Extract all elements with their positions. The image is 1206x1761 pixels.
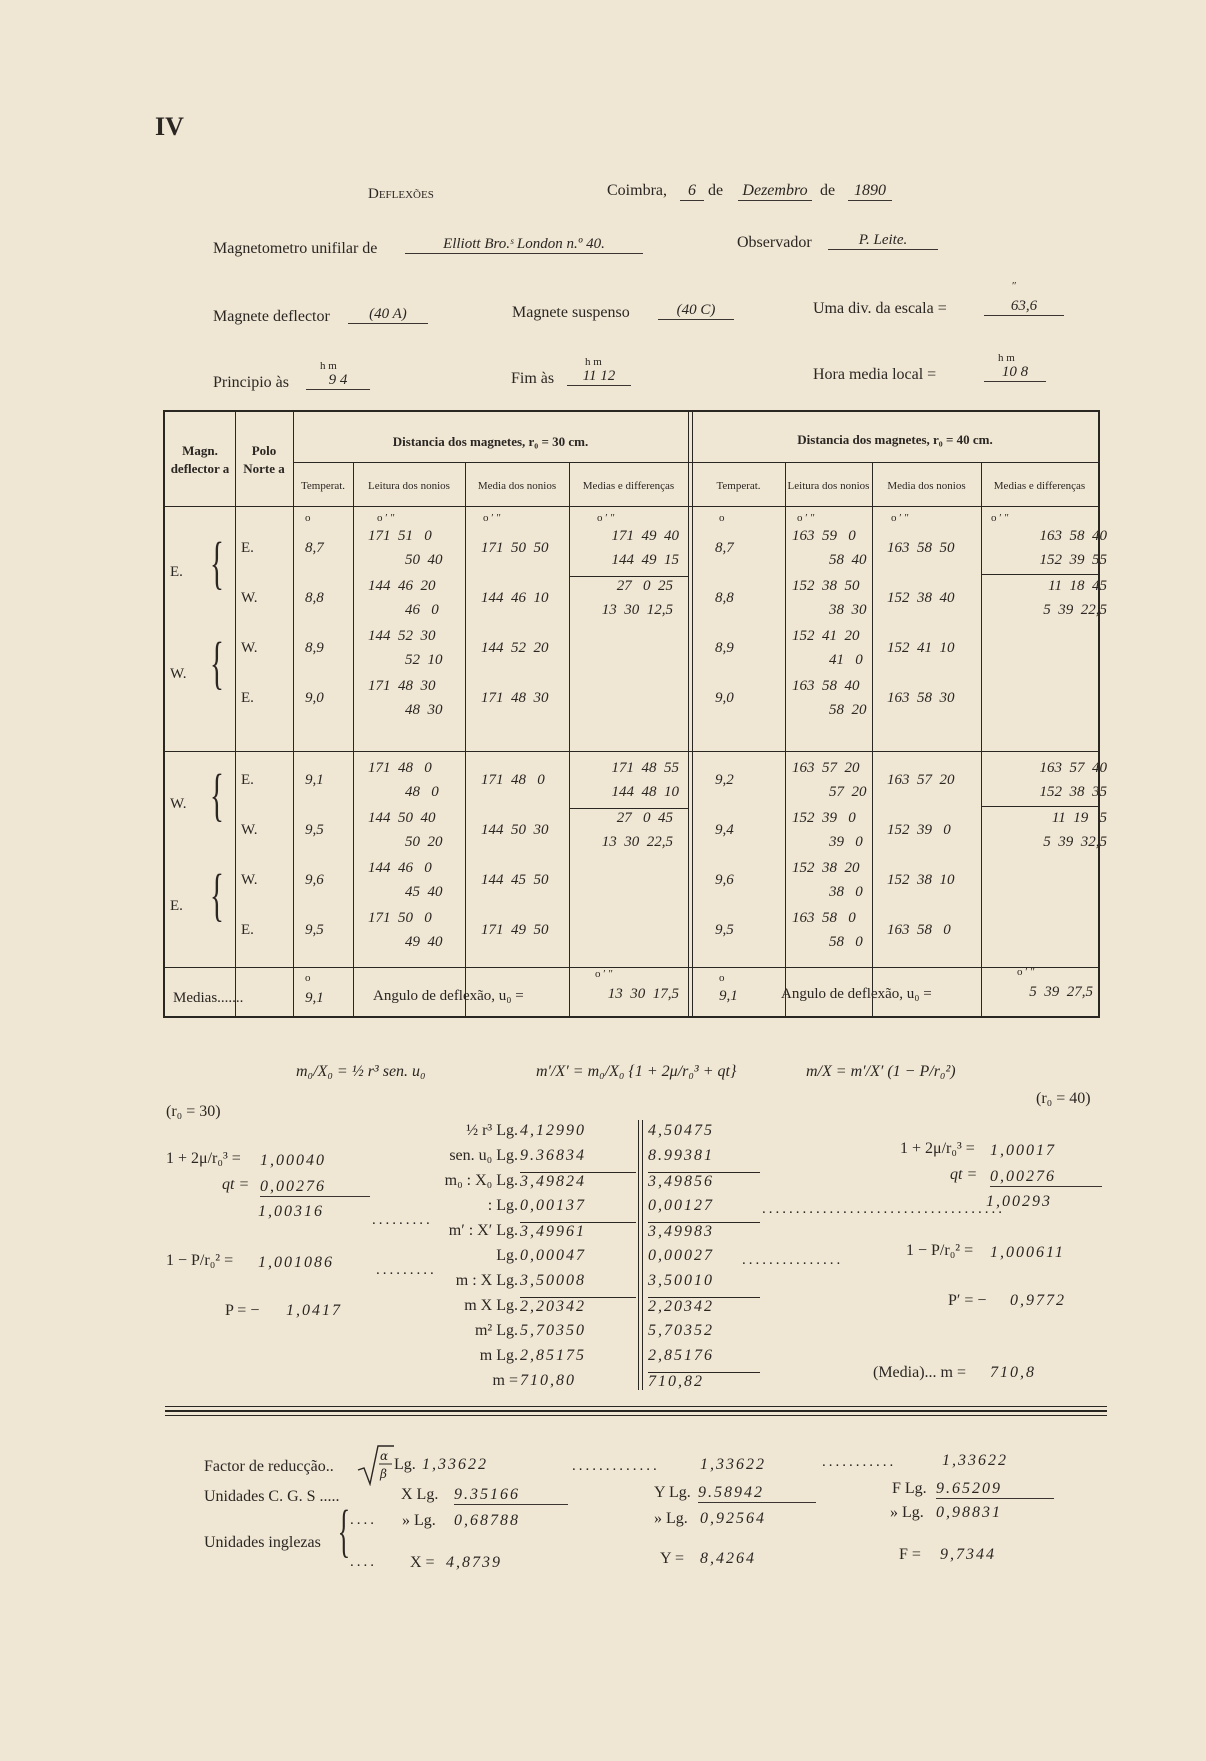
left-a-label: 1 + 2μ/r₀³ =: [166, 1150, 241, 1167]
deflector-value: (40 A): [348, 306, 428, 324]
calc-row-v40: 0,00127: [648, 1197, 714, 1214]
y-eq-label: Y =: [660, 1550, 684, 1567]
subheader-30-0: Temperat.: [300, 480, 346, 492]
leitura-30-b: 52 10: [405, 652, 443, 668]
magnetometro-label: Magnetometro unifilar de: [213, 240, 378, 257]
observador-value: P. Leite.: [828, 232, 938, 250]
temp-40: 9,5: [715, 922, 734, 938]
outer-label: E.: [170, 564, 183, 580]
escala-label: Uma div. da escala =: [813, 300, 947, 317]
right-qt-label: qt =: [950, 1166, 978, 1183]
leitura-40-b: 58 40: [829, 552, 867, 568]
polo-value: E.: [241, 540, 254, 556]
f-lg-value: 9.65209: [936, 1480, 1054, 1499]
diff-40: 152 38 35: [1039, 784, 1107, 800]
calc-row-label: ½ r³ Lg.: [466, 1122, 518, 1139]
suspenso-label: Magnete suspenso: [512, 304, 630, 321]
medias-t30: 9,1: [305, 990, 324, 1006]
angulo-value-30: 13 30 17,5: [607, 986, 679, 1002]
calc-row-v40: 8.99381: [648, 1147, 714, 1164]
calc-row-v30: 3,50008: [520, 1272, 586, 1289]
sqrt-alpha-beta-icon: [356, 1442, 394, 1486]
unit-medias-30: o: [305, 972, 311, 984]
unit-angulo-30: o ′ ″: [595, 968, 613, 980]
diff-40: 5 39 22,5: [1043, 602, 1107, 618]
subheader-30-3: Medias e differenças: [582, 480, 675, 492]
calc-row-v40: 5,70352: [648, 1322, 714, 1339]
section-title: Deflexões: [368, 186, 434, 202]
calc-row-v30: 9.36834: [520, 1147, 586, 1164]
calc-row-label: m Lg.: [479, 1347, 518, 1364]
calc-row-v40: 3,50010: [648, 1272, 714, 1289]
media-30: 171 49 50: [481, 922, 549, 938]
leitura-30-b: 48 30: [405, 702, 443, 718]
leitura-30-a: 144 52 30: [368, 628, 436, 644]
leitura-40-a: 152 38 20: [792, 860, 860, 876]
leitura-40-a: 163 59 0: [792, 528, 856, 544]
right-P-value: 0,9772: [1010, 1292, 1066, 1309]
calc-row-v30: 2,85175: [520, 1347, 586, 1364]
principio-value: 9 4: [306, 372, 370, 390]
principio-hm: h m: [320, 360, 337, 372]
calc-row-v30: 710,80: [520, 1372, 576, 1389]
leitura-40-a: 152 41 20: [792, 628, 860, 644]
leitura-40-b: 39 0: [829, 834, 863, 850]
media-40: 152 38 10: [887, 872, 955, 888]
col-polo-header: Polo Norte a: [243, 443, 285, 476]
polo-value: W.: [241, 590, 258, 606]
leitura-40-b: 38 30: [829, 602, 867, 618]
leitura-40-a: 163 58 0: [792, 910, 856, 926]
observador-label: Observador: [737, 234, 812, 251]
f-lg2-value: 0,98831: [936, 1504, 1002, 1521]
date-de-2: de: [820, 182, 836, 199]
leitura-40-b: 38 0: [829, 884, 863, 900]
calc-row-v40: 2,85176: [648, 1347, 714, 1364]
media-value: 710,8: [990, 1364, 1036, 1381]
unit-m30: o ′ ″: [483, 512, 501, 524]
media-40: 163 58 30: [887, 690, 955, 706]
x-lg2-label: » Lg.: [402, 1512, 436, 1529]
leitura-30-b: 50 40: [405, 552, 443, 568]
calc-row-label: m′ : X′ Lg.: [448, 1222, 518, 1239]
leitura-30-b: 50 20: [405, 834, 443, 850]
medias-t40: 9,1: [719, 988, 738, 1004]
media-30: 144 50 30: [481, 822, 549, 838]
fim-value: 11 12: [567, 368, 631, 386]
escala-unit: ″: [1012, 280, 1017, 292]
factor-v1: 1,33622: [422, 1456, 488, 1473]
date-year: 1890: [848, 182, 892, 201]
y-eq-value: 8,4264: [700, 1550, 756, 1567]
media-40: 163 58 50: [887, 540, 955, 556]
r40-label: (r₀ = 40): [1036, 1090, 1091, 1107]
media-30: 171 48 0: [481, 772, 545, 788]
media-40: 152 39 0: [887, 822, 951, 838]
calc-row-label: : Lg.: [487, 1197, 518, 1214]
r30-label: (r₀ = 30): [166, 1103, 221, 1120]
right-sum-value: 1,00293: [986, 1193, 1052, 1210]
calc-row-label: m² Lg.: [474, 1322, 518, 1339]
diff-40: 5 39 32,5: [1043, 834, 1107, 850]
factor-label: Factor de reducção..: [204, 1458, 334, 1475]
diff-40: 152 39 55: [1039, 552, 1107, 568]
temp-30: 9,1: [305, 772, 324, 788]
fim-hm: h m: [585, 356, 602, 368]
temp-30: 9,5: [305, 922, 324, 938]
leitura-40-b: 41 0: [829, 652, 863, 668]
diff-30: 171 49 40: [611, 528, 679, 544]
leitura-40-a: 152 38 50: [792, 578, 860, 594]
temp-30: 8,7: [305, 540, 324, 556]
subheader-40-2: Media dos nonios: [887, 480, 966, 492]
leitura-30-a: 144 46 0: [368, 860, 432, 876]
right-P-label: P′ = −: [948, 1292, 987, 1309]
subheader-40-3: Medias e differenças: [993, 480, 1086, 492]
calc-row-v40: 710,82: [648, 1372, 760, 1391]
calc-row-v30: 0,00047: [520, 1247, 586, 1264]
polo-value: W.: [241, 640, 258, 656]
outer-label: E.: [170, 898, 183, 914]
f-lg-label: F Lg.: [892, 1480, 927, 1497]
left-p-value: 1,001086: [258, 1254, 334, 1271]
leitura-40-a: 163 57 20: [792, 760, 860, 776]
unit-d30: o ′ ″: [597, 512, 615, 524]
x-eq-label: X =: [410, 1554, 435, 1571]
outer-label: W.: [170, 796, 187, 812]
fim-label: Fim às: [511, 370, 555, 387]
factor-lg: Lg.: [394, 1456, 416, 1473]
temp-30: 8,8: [305, 590, 324, 606]
subheader-30-1: Leitura dos nonios: [368, 480, 450, 492]
temp-30: 9,0: [305, 690, 324, 706]
media-40: 152 41 10: [887, 640, 955, 656]
left-sum-value: 1,00316: [258, 1203, 324, 1220]
media-30: 144 46 10: [481, 590, 549, 606]
temp-40: 9,2: [715, 772, 734, 788]
diff-40: 11 18 45: [1048, 578, 1107, 594]
unit-d40: o ′ ″: [991, 512, 1009, 524]
formula-2: m′/X′ = m₀/X₀ {1 + 2μ/r₀³ + qt}: [536, 1063, 737, 1080]
leitura-30-a: 171 48 0: [368, 760, 432, 776]
y-lg-label: Y Lg.: [654, 1484, 691, 1501]
diff-30: 27 0 45: [616, 810, 673, 826]
right-a-label: 1 + 2μ/r₀³ =: [900, 1140, 975, 1157]
diff-30: 13 30 12,5: [601, 602, 673, 618]
right-qt-value: 0,00276: [990, 1168, 1102, 1187]
principio-label: Principio às: [213, 374, 289, 391]
media-30: 144 52 20: [481, 640, 549, 656]
calc-row-v30: 2,20342: [520, 1297, 636, 1316]
factor-v3: 1,33622: [942, 1452, 1008, 1469]
group40-header: Distancia dos magnetes, r₀ = 40 cm.: [797, 432, 993, 447]
temp-40: 9,6: [715, 872, 734, 888]
angulo-value-40: 5 39 27,5: [1029, 984, 1093, 1000]
media-40: 163 58 0: [887, 922, 951, 938]
unit-medias-40: o: [719, 972, 725, 984]
hora-hm: h m: [998, 352, 1015, 364]
angulo-label-30: Angulo de deflexão, u₀ =: [373, 988, 524, 1004]
factor-v2: 1,33622: [700, 1456, 766, 1473]
f-lg2-label: » Lg.: [890, 1504, 924, 1521]
left-qt-label: qt =: [222, 1176, 250, 1193]
calc-row-label: m : X Lg.: [455, 1272, 518, 1289]
temp-40: 8,9: [715, 640, 734, 656]
subheader-30-2: Media dos nonios: [477, 480, 557, 492]
unit-t40: o: [719, 512, 725, 524]
unit-angulo-40: o ′ ″: [1017, 966, 1035, 978]
temp-40: 9,0: [715, 690, 734, 706]
formula-3: m/X = m′/X′ (1 − P/r₀²): [806, 1063, 956, 1080]
temp-40: 8,7: [715, 540, 734, 556]
leitura-30-a: 144 50 40: [368, 810, 436, 826]
leitura-40-b: 58 20: [829, 702, 867, 718]
hora-value: 10 8: [984, 364, 1046, 382]
calc-row-label: m₀ : X₀ Lg.: [444, 1172, 518, 1189]
media-40: 163 57 20: [887, 772, 955, 788]
deflexoes-table: Magn. deflector a Polo Norte a Distancia dos magnetes, r₀ = 30 cm. Distancia dos magnetes, r₀ = 40 cm. Temperat. Temperat. Leitura dos nonios Leitura dos nonios Media dos nonios Media dos nonios Medias e differenças Medias e differenças o o ′ ″ o ′ ″ o ′ ″ o o ′ ″ o ′ ″ o ′ ″ E. W. E. 8,7 171 51 0 50 40 171 50 50 8,7 163 59 0 58 40 163 58 50 W. 8,8 144 46 20 46 0 144 46 10 8,8 152 38 50 38 30 152 38 40 W. 8,9 144 52 30 52 10 144 52 20 8,9 152 41 20 41 0 152 41 10 E. 9,0 171 48 30 48 30 171 48 30 9,0 163 58 40 58 20 163 58 30 { { 171 49 40 144 49 15 27 0 25 13 30 12,5 163 58 40 152 39 55 11 18 45 5 39 22,5 W. E. E. 9,1 171 48 0 48 0 171 48 0 9,2 163 57 20 57 20 163 57 20 W. 9,5 144 50 40 50 20 144 50 30 9,4 152 39 0 39 0 152 39 0 W. 9,6 144 46 0 45 40 144 45 50 9,6 152 38 20 38 0 152 38 10 E. 9,5 171 50 0 49 40 171 49 50 9,5 163 58 0 58 0 163 58 0 { { 171 48 55 144 48 10 27 0 45 13 30 22,5 163 57 40 152 38 35 11 19 5 5 39 32,5 Medias....... o 9,1 Angulo de deflexão, u₀ = o ′ ″ 13 30 17,5 o 9,1 Angulo de deflexão, u₀ = o ′ ″ 5 39 27,5: [163, 410, 1100, 1018]
col-magn-header: Magn. deflector a: [170, 443, 230, 476]
magnetometro-value: Elliott Bro.ˢ London n.º 40.: [405, 236, 643, 254]
calc-row-v30: 5,70350: [520, 1322, 586, 1339]
calc-row-v30: 3,49824: [520, 1172, 636, 1191]
diff-30: 144 49 15: [611, 552, 679, 568]
polo-value: E.: [241, 922, 254, 938]
subheader-40-1: Leitura dos nonios: [787, 480, 870, 492]
unit-t30: o: [305, 512, 311, 524]
calc-row-v30: 3,49961: [520, 1222, 636, 1241]
calc-row-label: sen. u₀ Lg.: [449, 1147, 518, 1164]
angulo-label-40: Angulo de deflexão, u₀ =: [781, 986, 932, 1002]
calc-row-v30: 4,12990: [520, 1122, 586, 1139]
x-lg2-value: 0,68788: [454, 1512, 520, 1529]
media-30: 144 45 50: [481, 872, 549, 888]
date-day: 6: [680, 182, 704, 201]
diff-40: 163 58 40: [1039, 528, 1107, 544]
unit-m40: o ′ ″: [891, 512, 909, 524]
formula-1: m₀/X₀ = ½ r³ sen. u₀: [296, 1063, 426, 1080]
polo-value: W.: [241, 822, 258, 838]
calc-row-v40: 3,49856: [648, 1172, 760, 1191]
media-30: 171 50 50: [481, 540, 549, 556]
diff-40: 11 19 5: [1051, 810, 1107, 826]
x-lg-value: 9.35166: [454, 1486, 568, 1505]
calc-row-v40: 2,20342: [648, 1297, 760, 1316]
calc-row-label: Lg.: [496, 1247, 518, 1264]
leitura-40-a: 163 58 40: [792, 678, 860, 694]
inglezas-label: Unidades inglezas: [204, 1534, 321, 1551]
right-p-label: 1 − P/r₀² =: [906, 1242, 974, 1259]
left-a-value: 1,00040: [260, 1152, 326, 1169]
leitura-30-a: 171 50 0: [368, 910, 432, 926]
media-30: 171 48 30: [481, 690, 549, 706]
date-de-1: de: [708, 182, 724, 199]
suspenso-value: (40 C): [658, 302, 734, 320]
temp-40: 9,4: [715, 822, 734, 838]
calc-row-v40: 4,50475: [648, 1122, 714, 1139]
left-P-value: 1,0417: [286, 1302, 342, 1319]
leitura-30-b: 45 40: [405, 884, 443, 900]
y-lg2-value: 0,92564: [700, 1510, 766, 1527]
leitura-30-b: 49 40: [405, 934, 443, 950]
calc-row-label: m X Lg.: [464, 1297, 518, 1314]
svg-text:α: α: [380, 1449, 389, 1463]
leitura-40-b: 58 0: [829, 934, 863, 950]
leitura-30-a: 144 46 20: [368, 578, 436, 594]
right-a-value: 1,00017: [990, 1142, 1056, 1159]
polo-value: W.: [241, 872, 258, 888]
y-lg-value: 9.58942: [698, 1484, 816, 1503]
outer-label: W.: [170, 666, 187, 682]
x-eq-value: 4,8739: [446, 1554, 502, 1571]
leitura-40-b: 57 20: [829, 784, 867, 800]
right-p-value: 1,000611: [990, 1244, 1065, 1261]
medias-label: Medias.......: [173, 990, 244, 1006]
calc-row-v30: 0,00137: [520, 1197, 586, 1214]
y-lg2-label: » Lg.: [654, 1510, 688, 1527]
polo-value: E.: [241, 772, 254, 788]
escala-value: 63,6: [984, 298, 1064, 316]
leitura-30-a: 171 51 0: [368, 528, 432, 544]
leitura-30-b: 46 0: [405, 602, 439, 618]
media-label: (Media)... m =: [873, 1364, 966, 1381]
diff-30: 13 30 22,5: [601, 834, 673, 850]
svg-text:β: β: [380, 1467, 387, 1481]
temp-40: 8,8: [715, 590, 734, 606]
left-p-label: 1 − P/r₀² =: [166, 1252, 234, 1269]
cgs-label: Unidades C. G. S .....: [204, 1488, 340, 1505]
f-eq-label: F =: [899, 1546, 921, 1563]
temp-30: 8,9: [305, 640, 324, 656]
date-month: Dezembro: [738, 182, 812, 201]
calc-row-v40: 3,49983: [648, 1222, 760, 1241]
hora-label: Hora media local =: [813, 366, 937, 383]
f-eq-value: 9,7344: [940, 1546, 996, 1563]
leitura-40-a: 152 39 0: [792, 810, 856, 826]
deflector-label: Magnete deflector: [213, 308, 330, 325]
unit-l40: o ′ ″: [797, 512, 815, 524]
subheader-40-0: Temperat.: [716, 480, 761, 492]
leitura-30-b: 48 0: [405, 784, 439, 800]
left-P-label: P = −: [225, 1302, 260, 1319]
calc-row-label: m =: [492, 1372, 518, 1389]
temp-30: 9,6: [305, 872, 324, 888]
diff-30: 27 0 25: [616, 578, 673, 594]
diff-30: 144 48 10: [611, 784, 679, 800]
diff-30: 171 48 55: [611, 760, 679, 776]
temp-30: 9,5: [305, 822, 324, 838]
page-number: IV: [155, 112, 184, 141]
unit-l30: o ′ ″: [377, 512, 395, 524]
city-label: Coimbra,: [607, 182, 667, 199]
polo-value: E.: [241, 690, 254, 706]
media-40: 152 38 40: [887, 590, 955, 606]
leitura-30-a: 171 48 30: [368, 678, 436, 694]
left-qt-value: 0,00276: [260, 1178, 370, 1197]
group30-header: Distancia dos magnetes, r₀ = 30 cm.: [392, 434, 589, 449]
diff-40: 163 57 40: [1039, 760, 1107, 776]
calc-row-v40: 0,00027: [648, 1247, 714, 1264]
x-lg-label: X Lg.: [401, 1486, 439, 1503]
